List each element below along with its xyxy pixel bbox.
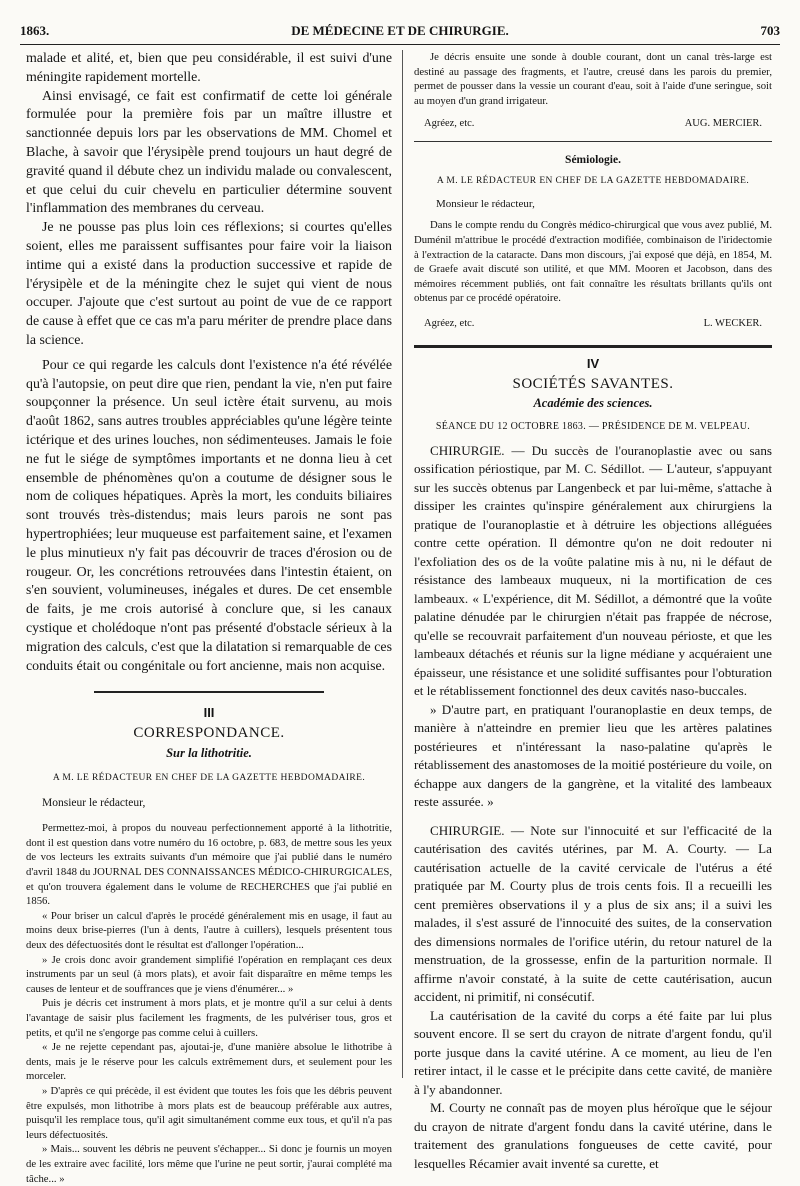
paragraph: » Mais... souvent les débris ne peuvent s'échapper... Si donc je fournis un moyen de les extraire avec facilité, lors même que l'urine ne peut sortir, j'aurai complété ma tâche... » xyxy=(26,1143,392,1185)
closing: Agréez, etc. xyxy=(424,118,475,130)
signature: AUG. MERCIER. xyxy=(684,118,762,130)
salutation: Monsieur le rédacteur, xyxy=(42,797,146,810)
signature-line xyxy=(414,318,772,329)
paragraph: Ainsi envisagé, ce fait est confirmatif de cette loi générale formulée pour la première fois par un maître illustre et sanctionnée depuis lors par les observations de MM. Chomel et Blache, à savoir que l'érysipèle prend toujours un haut degré de gravité quand il débute chez un individu malade ou convalescent, et que celui du cuir chevelu en particulier détermine souvent l'inflammation des membranes du cerveau. xyxy=(26,88,392,217)
section-title: CORRESPONDANCE. xyxy=(133,725,285,742)
header-year: 1863. xyxy=(20,23,50,38)
paragraph: Dans le compte rendu du Congrès médico-chirurgical que vous avez publié, M. Duménil m'attribue le procédé d'extraction modifiée, combinaison de l'iridectomie à l'extraction de la cataracte. Dans mon discours, j'ai exposé que déjà, en 1854, M. de Graefe avait discuté son utilité, et que MM. Mooren et Jacobson, dans des mémoires récemment publiés, ont fait connaître les résultats brillants qu'ils ont obtenus par ce procédé opératoire. xyxy=(414,219,772,305)
section-subtitle: Sémiologie. xyxy=(565,154,621,167)
paragraph: » D'après ce qui précède, il est évident que toutes les fois que les débris peuvent être expulsés, mon lithotribe à mors plats est de beaucoup préférable aux autres, puisqu'il les remplace tous, qu'il agit simultanément comme eux tous, et qu'il n'a pas leurs défectuosités. xyxy=(26,1084,392,1141)
paragraph: malade et alité, et, bien que peu considérable, il est suivi d'une méningite rapidement mortelle. xyxy=(26,51,392,85)
seance-line: SÉANCE DU 12 OCTOBRE 1863. — PRÉSIDENCE DE M. VELPEAU. xyxy=(435,420,751,432)
left-column xyxy=(26,50,392,1186)
paragraph: CHIRURGIE. — Du succès de l'ouranoplastie avec ou sans ossification périostique, par M. C. Sédillot. — L'auteur, s'appuyant sur les succès obtenus par Langenbeck et par lui-même, s'attache à dissiper les craintes qu'inspire généralement aux chirurgiens la pratique de l'ouranoplastie et à détruire les objections alléguées contre cette opération. Il démontre qu'on ne doit redouter ni l'exfoliation des os de la voûte palatine mis à nu, ni le défaut de résistance des lambeaux muqueux, ni la mortification de ces lambeaux. « L'expérience, dit M. Sédillot, a démontré que la voûte palatine dénudée par le chirurgien n'était pas frappée de nécrose, qu'elle se recouvrait parfaitement d'un nouveau périoste, et que les lambeaux détachés et réunis sur la ligne médiane y acquéraient une épaisseur, une résistance et une solidité suffisantes pour l'obturation et le rétablissement fonctionnel des deux cavités naso-buccales. xyxy=(414,442,772,699)
section-number: III xyxy=(203,705,215,721)
section-divider xyxy=(94,691,324,693)
paragraph: CHIRURGIE. — Note sur l'innocuité et sur l'efficacité de la cautérisation des cavités utérines, par M. A. Courty. — La cautérisation actuelle de la cavité cervicale de l'utérus a été pratiquée par M. Courty plus de trois cents fois. Il a recueilli les cent premières observations il y a plus de six ans; il a suivi les malades, il s'est assuré de l'innocuité des suites, de la conservation des dimensions normales de l'orifice utérin, du retour naturel de la menstruation, de la grossesse, enfin de la parturition normale. Il affirme n'avoir constaté, à la suite de cette cautérisation, aucun accident, ni primitif, ni consécutif. xyxy=(414,822,772,1005)
column-divider xyxy=(402,50,403,1078)
page-header xyxy=(20,20,780,42)
paragraph: La cautérisation de la cavité du corps a été faite par lui plus souvent encore. Il se sert du crayon de nitrate d'argent fondu, qu'il porte jusque dans la cavité utérine. A ce moment, au lieu de l'en retirer intact, il le casse et le précipite dans cette cavité, de manière à l'y abandonner. xyxy=(414,1007,772,1097)
paragraph: Je décris ensuite une sonde à double courant, dont un canal très-large est destiné au passage des fragments, et l'autre, creusé dans les parois du premier, permet de pousser dans la vessie un courant d'eau, soit à l'aide d'une seringue, soit au moyen d'un grand irrigateur. xyxy=(414,51,772,107)
paragraph: Permettez-moi, à propos du nouveau perfectionnement apporté à la lithotritie, dont il est question dans votre numéro du 16 octobre, p. 683, de mettre sous les yeux de vos lecteurs les extraits suivants d'un mémoire que j'ai publié dans le numéro d'avril 1848 du JOURNAL DES CONNAISSANCES MÉDICO-CHIRURGICALES, et qu'on trouvera également dans le volume de RECHERCHES que j'ai publié en 1856. xyxy=(26,822,392,908)
divider xyxy=(414,141,772,142)
paragraph: » D'autre part, en pratiquant l'ouranoplastie en deux temps, de manière à n'atteindre en premier lieu que les artères palatines postérieures et n'intéressant la naso-palatine qu'après le rétablissement des anastomoses de la moitié postérieure du voile, on échappe aux dangers de la gangrène, et la vitalité des lambeaux reste assurée. » xyxy=(414,701,772,810)
paragraph: Puis je décris cet instrument à mors plats, et je montre qu'il a sur celui à dents l'avantage de saisir plus facilement les fragments, de les pulvériser tous, gros et petits, et qu'il ne s'engorge pas comme celui à cuillers. xyxy=(26,997,392,1039)
address-line: A M. LE RÉDACTEUR EN CHEF DE LA GAZETTE HEBDOMADAIRE. xyxy=(436,176,750,187)
paragraph: » Je crois donc avoir grandement simplifié l'opération en remplaçant ces deux instruments par un seul (à mors plats), et avoir fait disparaître en même temps les causes de lenteur et de souffrances que je viens d'énumérer... » xyxy=(26,953,392,995)
section-number: IV xyxy=(586,355,600,371)
section-subtitle: Sur la lithotritie. xyxy=(166,746,252,761)
signature-line xyxy=(414,118,772,129)
signature: L. WECKER. xyxy=(703,317,762,329)
paragraph: Pour ce qui regarde les calculs dont l'existence n'a été révélée qu'à l'autopsie, on peut dire que rien, pendant la vie, n'en put faire soupçonner la présence. Un seul ictère était survenu, au mois d'août 1862, sans autres troubles appréciables qu'une légère teinte ictérique et des urines louches, non sédimenteuses. Jamais le foie ne fut le siége de symptômes importants et ne donna lieu à cet ensemble de phénomènes qu'on a coutume de désigner sous le nom de coliques hépatiques. Après la mort, les conduits biliaires sont trouvés très-distendus; mais leurs parois ne sont pas hypertrophiées; leur muqueuse est parfaitement saine, et l'examen le plus minutieux n'y fait pas découvrir de traces d'érosion ou de rougeur. Or, les concrétions retrouvées dans l'intestin étaient, on s'en souvient, volumineuses, inégales et dures. De cet ensemble de faits, je me crois autorisé à conclure que, si les canaux cystique et cholédoque n'ont pas présenté d'obstacle sérieux à la migration des calculs, c'est que la dilatation si remarquable de ces conduits était ou congénitale ou fort ancienne, mais non acquise. xyxy=(26,357,392,674)
paragraph: « Je ne rejette cependant pas, ajoutai-je, d'une manière absolue le lithotribe à dents, mais je le réserve pour les calculs extrêmement durs, et seulement pour les morceler. xyxy=(26,1041,392,1083)
address-line: A M. LE RÉDACTEUR EN CHEF DE LA GAZETTE HEBDOMADAIRE. xyxy=(52,773,366,784)
section-subtitle: Académie des sciences. xyxy=(533,395,653,410)
right-column xyxy=(414,50,772,1173)
section-divider xyxy=(414,345,772,348)
closing: Agréez, etc. xyxy=(424,317,475,329)
paragraph: M. Courty ne connaît pas de moyen plus héroïque que le séjour du crayon de nitrate d'argent fondu dans la cavité utérine, dans le traitement des granulations fongueuses de cette cavité, pour lesquelles Récamier avait inventé sa curette, et xyxy=(414,1100,772,1171)
paragraph: Je ne pousse pas plus loin ces réflexions; si courtes qu'elles soient, elles me paraissent suffisantes pour faire voir la liaison intime qui a existé dans la production successive et rapide de l'érysipèle et de la méningite chez le sujet qui vient de nous occuper. J'ajoute que c'est surtout au point de vue de ce rapport de cause à effet que ce cas m'a paru mériter de prendre place dans la science. xyxy=(26,220,392,348)
header-journal-title: DE MÉDECINE ET DE CHIRURGIE. xyxy=(291,23,509,38)
section-title: SOCIÉTÉS SAVANTES. xyxy=(512,375,674,392)
header-page-number: 703 xyxy=(760,23,780,38)
header-rule xyxy=(20,44,780,45)
paragraph: « Pour briser un calcul d'après le procédé généralement mis en usage, il faut au moins deux brise-pierres (l'un à dents, l'autre à cuillers), lesquels présentent tous deux des défectuosités dont le résultat est d'allonger l'opération... xyxy=(26,909,392,952)
salutation: Monsieur le rédacteur, xyxy=(436,198,535,211)
